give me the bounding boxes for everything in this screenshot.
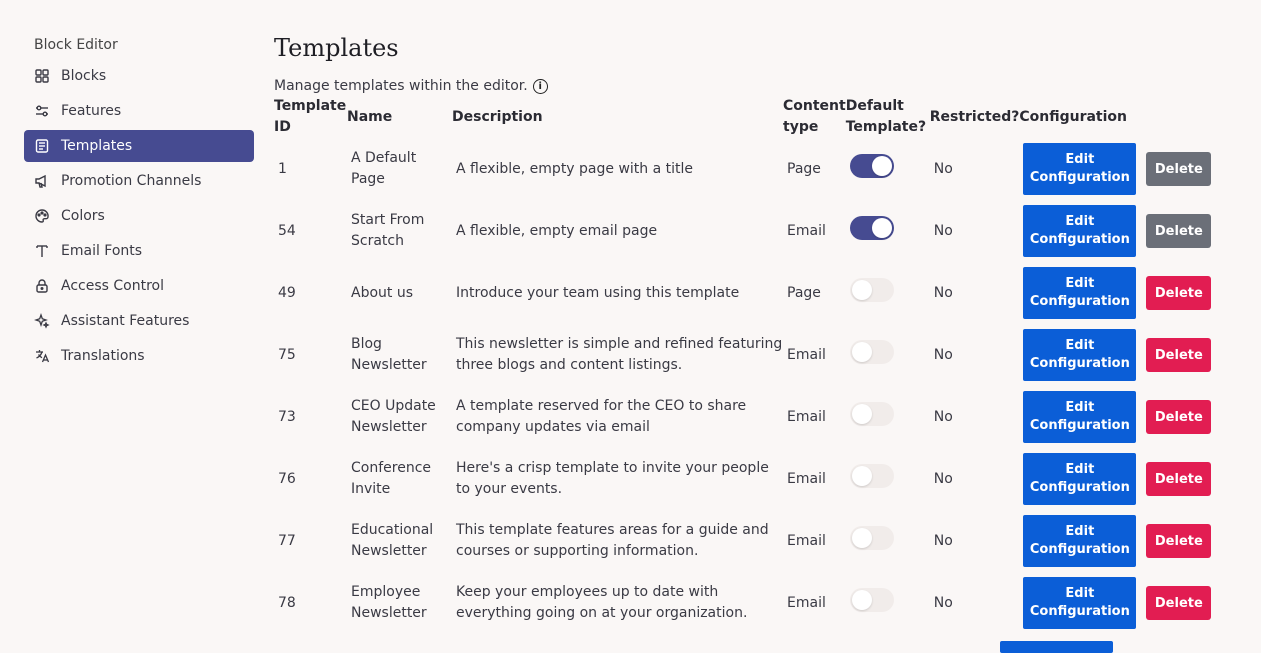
template-id-cell: 75 <box>278 346 296 363</box>
template-name-cell: Conference Invite <box>351 460 432 497</box>
table-header-row <box>274 96 1229 138</box>
delete-button[interactable]: Delete <box>1146 400 1211 434</box>
sidebar-item-label: Features <box>61 103 122 119</box>
configuration-cell <box>1019 572 1229 634</box>
info-icon[interactable]: i <box>533 79 548 94</box>
table-row <box>274 572 1229 634</box>
default-template-toggle[interactable] <box>850 278 894 302</box>
page-subtitle <box>274 76 1234 96</box>
toggle-knob <box>852 280 872 300</box>
restricted-cell: No <box>933 346 953 363</box>
delete-button[interactable]: Delete <box>1146 524 1211 558</box>
palette-icon <box>34 208 50 224</box>
template-id-cell: 78 <box>278 594 296 611</box>
template-name-cell: Educational Newsletter <box>351 522 434 559</box>
restricted-cell: No <box>933 160 953 177</box>
configuration-actions <box>1019 329 1229 381</box>
table-row <box>274 138 1229 200</box>
configuration-actions <box>1019 453 1229 505</box>
template-description-cell: Keep your employees up to date with everything going on at your organization. <box>456 584 748 621</box>
edit-configuration-button[interactable]: Edit Configuration <box>1023 205 1136 257</box>
template-id-cell: 54 <box>278 222 296 239</box>
configuration-cell <box>1019 448 1229 510</box>
type-icon <box>34 243 50 259</box>
table-row <box>274 200 1229 262</box>
sidebar-nav <box>24 60 254 372</box>
configuration-cell <box>1019 386 1229 448</box>
template-id-cell: 1 <box>278 160 287 177</box>
sidebar-item-label: Blocks <box>61 68 107 84</box>
template-description-cell: This template features areas for a guide and courses or supporting information. <box>456 522 769 559</box>
table-row <box>274 386 1229 448</box>
sidebar <box>24 30 254 375</box>
header-restricted: Restricted? <box>929 108 1020 125</box>
default-template-cell <box>846 262 930 324</box>
restricted-cell: No <box>933 408 953 425</box>
restricted-cell: No <box>933 594 953 611</box>
template-name-cell: Blog Newsletter <box>351 336 427 373</box>
default-template-cell <box>846 138 930 200</box>
main-content <box>274 30 1234 634</box>
toggle-knob <box>852 466 872 486</box>
restricted-cell: No <box>933 532 953 549</box>
toggle-knob <box>852 342 872 362</box>
content-type-cell: Email <box>787 532 826 549</box>
delete-button[interactable]: Delete <box>1146 152 1211 186</box>
template-description-cell: This newsletter is simple and refined featuring three blogs and content listings. <box>456 336 783 373</box>
header-configuration: Configuration <box>1019 108 1128 125</box>
header-template-id: Template ID <box>274 98 347 135</box>
sidebar-item-access-control[interactable] <box>24 270 254 302</box>
default-template-toggle[interactable] <box>850 402 894 426</box>
delete-button[interactable]: Delete <box>1146 338 1211 372</box>
default-template-toggle[interactable] <box>850 216 894 240</box>
template-id-cell: 49 <box>278 284 296 301</box>
sidebar-item-blocks[interactable] <box>24 60 254 92</box>
default-template-cell <box>846 510 930 572</box>
configuration-cell <box>1019 138 1229 200</box>
content-type-cell: Email <box>787 346 826 363</box>
sidebar-item-label: Promotion Channels <box>61 173 202 189</box>
template-description-cell: A flexible, empty page with a title <box>456 160 694 177</box>
restricted-cell: No <box>933 222 953 239</box>
template-name-cell: Start From Scratch <box>351 212 425 249</box>
content-type-cell: Page <box>787 284 821 301</box>
restricted-cell: No <box>933 470 953 487</box>
toggle-knob <box>852 590 872 610</box>
header-content-type: Content type <box>783 98 846 135</box>
sidebar-item-promotion-channels[interactable] <box>24 165 254 197</box>
default-template-cell <box>846 572 930 634</box>
configuration-actions <box>1019 143 1229 195</box>
sidebar-item-email-fonts[interactable] <box>24 235 254 267</box>
header-description: Description <box>452 108 543 125</box>
table-row <box>274 510 1229 572</box>
template-id-cell: 77 <box>278 532 296 549</box>
configuration-actions <box>1019 205 1229 257</box>
sidebar-item-label: Assistant Features <box>61 313 190 329</box>
sparkles-icon <box>34 313 50 329</box>
configuration-actions <box>1019 515 1229 567</box>
toggle-knob <box>872 218 892 238</box>
configuration-cell <box>1019 324 1229 386</box>
default-template-toggle[interactable] <box>850 340 894 364</box>
sidebar-item-colors[interactable] <box>24 200 254 232</box>
configuration-actions <box>1019 577 1229 629</box>
default-template-cell <box>846 200 930 262</box>
configuration-cell <box>1019 262 1229 324</box>
default-template-cell <box>846 448 930 510</box>
default-template-toggle[interactable] <box>850 464 894 488</box>
content-type-cell: Email <box>787 222 826 239</box>
template-description-cell: A template reserved for the CEO to share company updates via email <box>456 398 747 435</box>
table-row <box>274 262 1229 324</box>
table-row <box>274 448 1229 510</box>
sidebar-item-label: Access Control <box>61 278 164 294</box>
table-row <box>274 324 1229 386</box>
edit-configuration-button[interactable]: Edit Configuration <box>1023 267 1136 319</box>
default-template-cell <box>846 324 930 386</box>
configuration-actions <box>1019 267 1229 319</box>
lock-icon <box>34 278 50 294</box>
megaphone-icon <box>34 173 50 189</box>
toggle-knob <box>852 404 872 424</box>
content-type-cell: Email <box>787 408 826 425</box>
default-template-toggle[interactable] <box>850 154 894 178</box>
template-name-cell: Employee Newsletter <box>351 584 427 621</box>
edit-configuration-button[interactable]: Edit Configuration <box>1023 391 1136 443</box>
document-icon <box>34 138 50 154</box>
default-template-cell <box>846 386 930 448</box>
content-type-cell: Email <box>787 594 826 611</box>
template-id-cell: 73 <box>278 408 296 425</box>
header-default-template: Default Template? <box>845 98 927 135</box>
delete-button[interactable]: Delete <box>1146 276 1211 310</box>
edit-configuration-button[interactable]: Edit Configuration <box>1023 577 1136 629</box>
sliders-icon <box>34 103 50 119</box>
sidebar-item-label: Email Fonts <box>61 243 143 259</box>
edit-configuration-button[interactable]: Edit Configuration <box>1023 515 1136 567</box>
toggle-knob <box>852 528 872 548</box>
restricted-cell: No <box>933 284 953 301</box>
configuration-cell <box>1019 200 1229 262</box>
sidebar-item-assistant-features[interactable] <box>24 305 254 337</box>
template-name-cell: About us <box>351 284 414 301</box>
delete-button[interactable]: Delete <box>1146 586 1211 620</box>
sidebar-item-translations[interactable] <box>24 340 254 372</box>
template-name-cell: A Default Page <box>351 150 417 187</box>
template-description-cell: Introduce your team using this template <box>456 284 740 301</box>
template-name-cell: CEO Update Newsletter <box>351 398 436 435</box>
default-template-toggle[interactable] <box>850 526 894 550</box>
subtitle-text: Manage templates within the editor. <box>274 78 528 94</box>
edit-configuration-button[interactable]: Edit Configuration <box>1023 453 1136 505</box>
header-name: Name <box>347 108 393 125</box>
template-description-cell: A flexible, empty email page <box>456 222 658 239</box>
configuration-cell <box>1019 510 1229 572</box>
sidebar-item-label: Translations <box>61 348 145 364</box>
content-type-cell: Page <box>787 160 821 177</box>
delete-button[interactable]: Delete <box>1146 462 1211 496</box>
templates-table <box>274 96 1229 634</box>
sidebar-item-features[interactable] <box>24 95 254 127</box>
template-id-cell: 76 <box>278 470 296 487</box>
sidebar-item-label: Templates <box>61 138 133 154</box>
configuration-actions <box>1019 391 1229 443</box>
template-description-cell: Here's a crisp template to invite your people to your events. <box>456 460 769 497</box>
page-title: Templates <box>274 34 399 62</box>
content-type-cell: Email <box>787 470 826 487</box>
delete-button[interactable]: Delete <box>1146 214 1211 248</box>
grid-icon <box>34 68 50 84</box>
edit-configuration-button[interactable]: Edit Configuration <box>1023 329 1136 381</box>
edit-configuration-button[interactable]: Edit Configuration <box>1023 143 1136 195</box>
sidebar-item-templates[interactable] <box>24 130 254 162</box>
sidebar-title: Block Editor <box>34 37 118 53</box>
translate-icon <box>34 348 50 364</box>
sidebar-item-label: Colors <box>61 208 105 224</box>
edit-configuration-button-partial[interactable] <box>1000 641 1113 653</box>
default-template-toggle[interactable] <box>850 588 894 612</box>
toggle-knob <box>872 156 892 176</box>
